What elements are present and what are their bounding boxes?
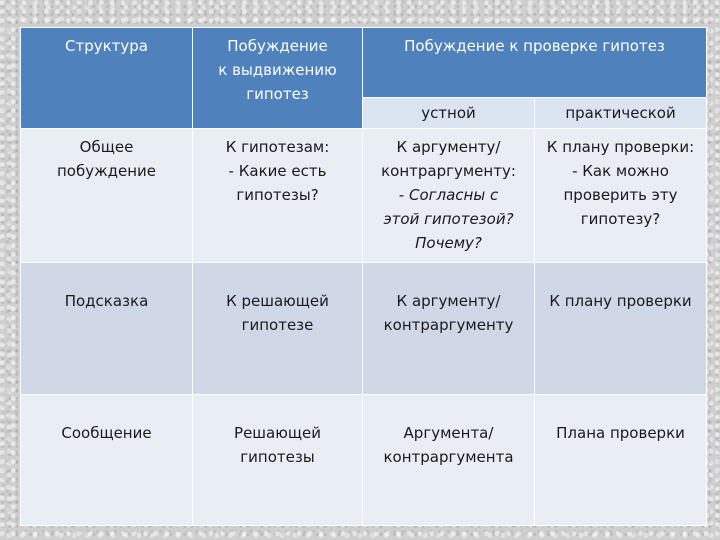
- subheader-practical: практической: [535, 98, 707, 129]
- table-row: [21, 395, 707, 526]
- cell-propose: К гипотезам: - Какие есть гипотезы?: [193, 129, 363, 263]
- row-label: Сообщение: [21, 395, 193, 526]
- row-label: Общее побуждение: [21, 129, 193, 263]
- cell-oral: К аргументу/ контраргументу: [363, 263, 535, 395]
- header-motivation-propose: Побуждение к выдвижению гипотез: [193, 28, 363, 129]
- cell-oral: Аргумента/ контраргумента: [363, 395, 535, 526]
- header-structure: Структура: [21, 28, 193, 129]
- cell-practical: К плану проверки: [535, 263, 707, 395]
- cell-practical: Плана проверки: [535, 395, 707, 526]
- row-label: Подсказка: [21, 263, 193, 395]
- cell-propose: К решающей гипотезе: [193, 263, 363, 395]
- cell-oral: К аргументу/ контраргументу: - Согласны с этой гипотезой? Почему?: [363, 129, 535, 263]
- table-row: [21, 129, 707, 263]
- subheader-oral: устной: [363, 98, 535, 129]
- table-row: [21, 263, 707, 395]
- header-motivation-verify: Побуждение к проверке гипотез: [363, 28, 707, 98]
- cell-practical: К плану проверки: - Как можно проверить эту гипотезу?: [535, 129, 707, 263]
- hypothesis-table: [20, 27, 707, 526]
- cell-propose: Решающей гипотезы: [193, 395, 363, 526]
